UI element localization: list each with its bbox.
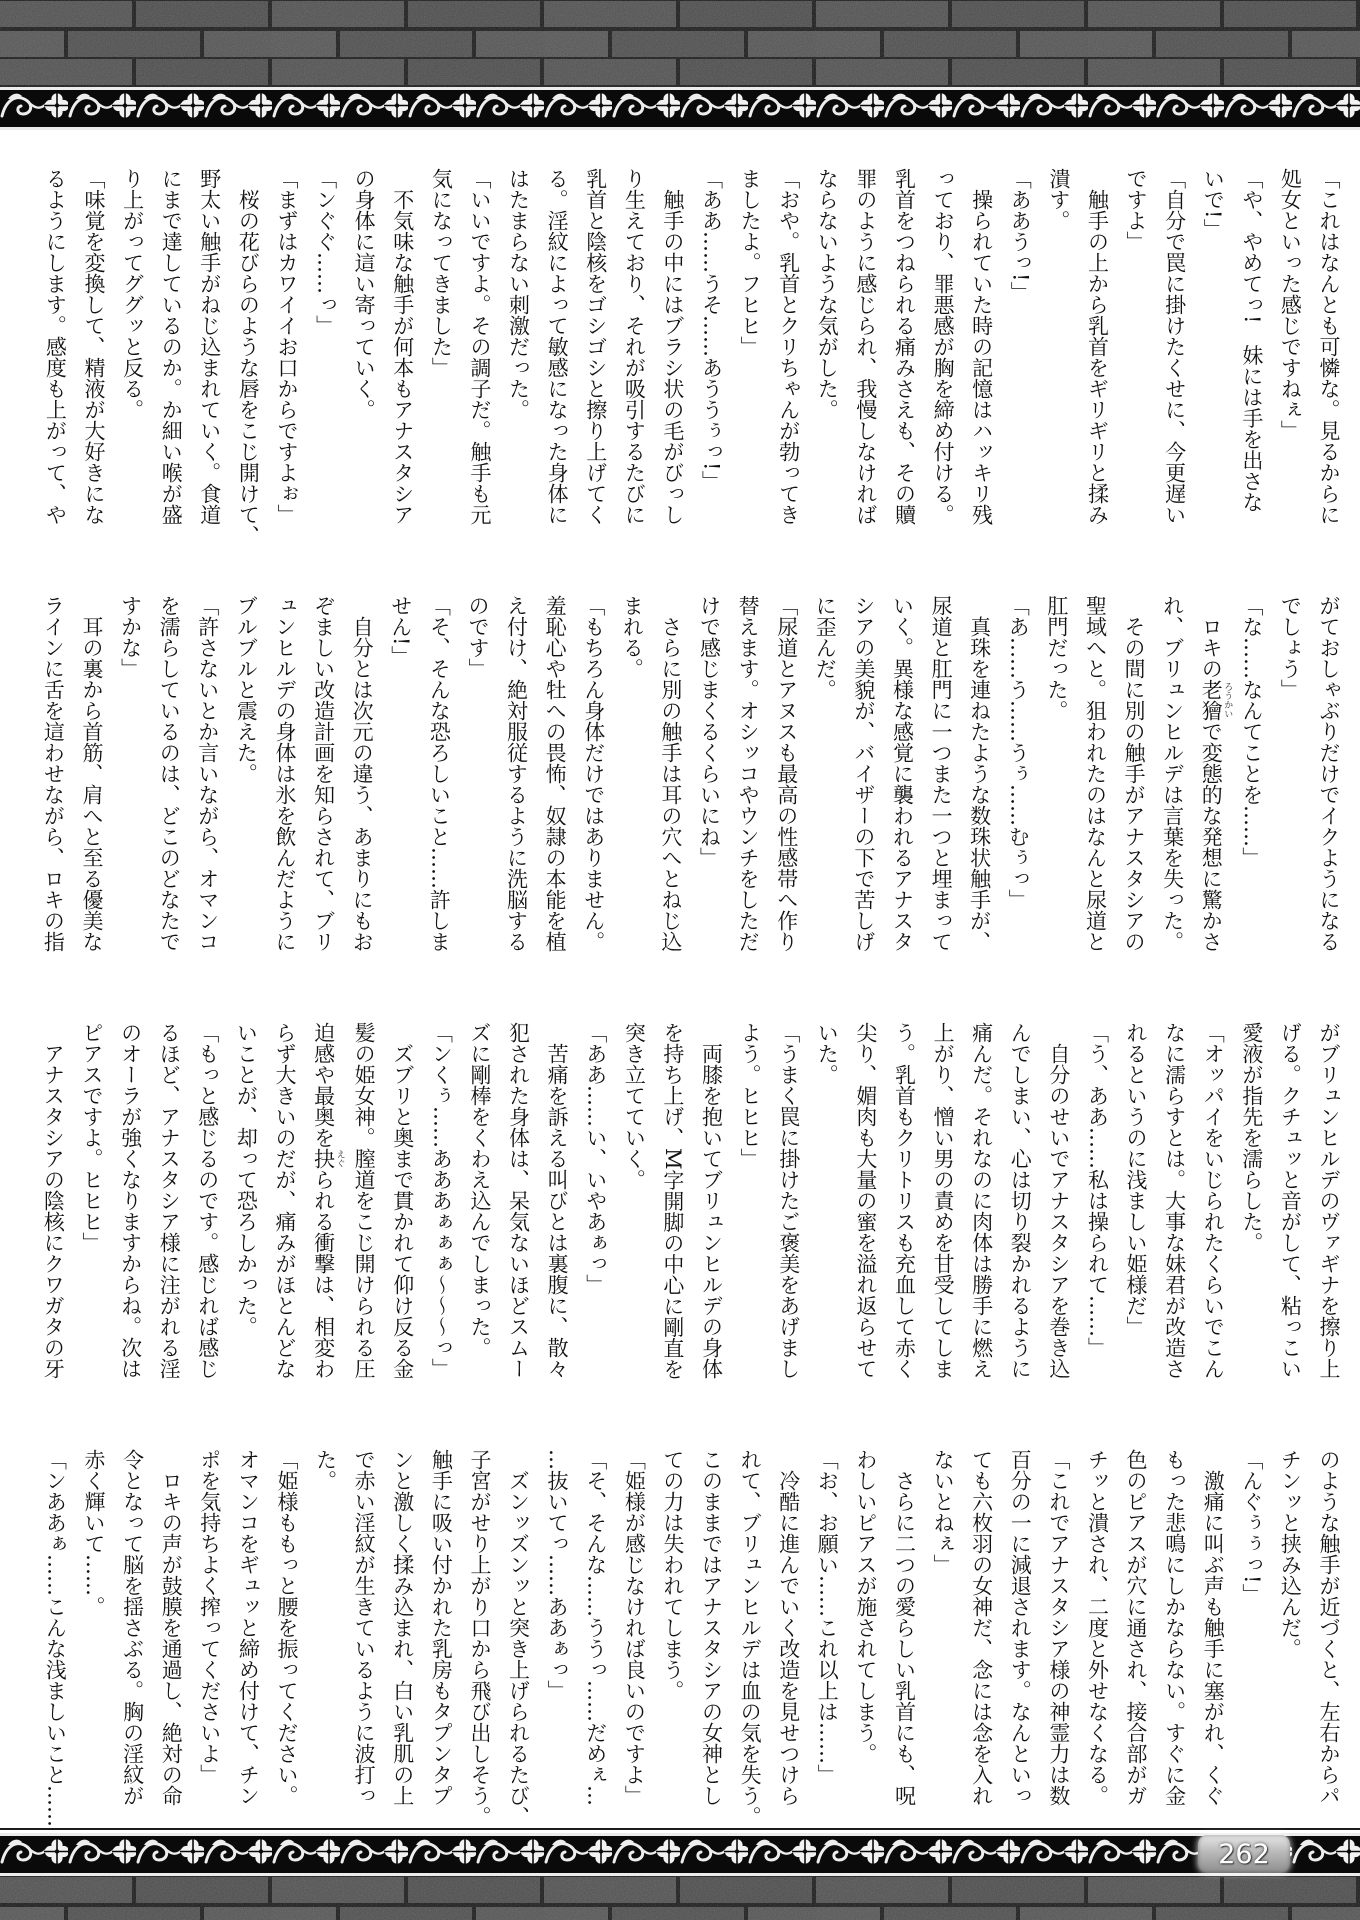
text-column: 「姫様が感じなければ良いのですよ」 [622,1449,647,1806]
text-column: 子宮がせり上がり口から飛び出しそう。 [467,1449,492,1827]
text-column: 上がり、憎い男の責めを甘受してしま [931,1022,956,1379]
text-column: 「な……なんてことを……」 [1239,595,1264,868]
text-column: 桜の花びらのような唇をこじ開けて、 [236,168,261,546]
text-column: ロキの老獪 ろうかいで変態的な発想に驚かさ [1199,595,1233,952]
text-column: 触手に吸い付かれた乳房もタプンタプ [429,1449,454,1806]
text-column: を持ち上げ、М字開脚の中心に剛直を [660,1022,685,1380]
text-column: 苦痛を訴える叫びとは裏腹に、散々 [545,1022,570,1379]
text-column: いことが、却って恐ろしかった。 [234,1022,259,1337]
brick-texture-top [0,0,1360,87]
text-column: まれる。 [620,595,645,679]
text-column: 替えます。オシッコやウンチをしただ [736,595,761,952]
flower-ornament-band-bottom [0,1833,1360,1876]
text-column: 肛門だった。 [1044,595,1069,721]
text-column: がブリュンヒルデのヴァギナを擦り上 [1317,1022,1341,1379]
text-column: せん!」 [388,595,413,667]
text-column: 尿道と肛門に一つまた一つと埋まって [929,595,954,952]
text-column: ポを気持ちよく搾ってくださいよ」 [197,1449,222,1785]
text-column: …抜いてっ……ああぁっ」 [545,1449,570,1701]
text-column: わしいピアスが施されてしまう。 [853,1449,878,1764]
text-column: げる。クチュッと音がして、粘っこい [1278,1022,1303,1379]
text-column: チンッと挟み込んだ。 [1278,1449,1303,1659]
text-column: 「うまく罠に掛けたご褒美をあげまし [776,1022,801,1379]
text-column: 「もっと感じるのです。感じれば感じ [195,1022,220,1379]
text-column: はたまらない刺激だった。 [506,168,531,420]
text-column: れて、ブリュンヒルデは血の気を失う。 [738,1449,763,1827]
text-column: り上がってググッと反る。 [120,168,145,420]
top-border [0,0,1360,125]
brick-texture-bottom [0,1876,1360,1920]
text-column: のです」 [465,595,490,679]
text-column: アナスタシアの陰核にクワガタの牙 [41,1022,66,1379]
text-column: 「尿道とアヌスも最高の性感帯へ作り [774,595,799,952]
text-column: 「ンああぁ……こんな浅ましいこと…… [43,1449,68,1827]
text-column: 「これはなんとも可憐な。見るからに [1317,168,1341,525]
text-column: その間に別の触手がアナスタシアの [1122,595,1147,952]
text-column: 乳首をつねられる痛みさえも、その贖 [892,168,917,525]
text-column: 聖域へと。狙われたのはなんと尿道と [1083,595,1108,952]
text-column: 操られていた時の記憶はハッキリ残 [969,168,994,525]
text-column: 迫感や最奥を抉 えぐられる衝撃は、相変わ [311,1022,345,1379]
flower-ornament-band-top [0,87,1360,130]
text-column: 「ンぐぐ……っ」 [313,168,338,336]
text-column: いく。異様な感覚に襲われるアナスタ [890,595,915,952]
flower-vine-pattern [0,90,1360,121]
text-column: 「いいですよ。その調子だ。触手も元 [467,168,492,525]
text-column: 「まずはカワイイお口からですよぉ」 [274,168,299,525]
text-column: 耳の裏から首筋、肩へと至る優美な [80,595,104,952]
bottom-border [0,1828,1360,1920]
text-column: で赤い淫紋が生きているように波打っ [352,1449,377,1806]
text-column: れるというのに浅ましい姫様だ」 [1124,1022,1149,1337]
text-column: ぞましい改造計画を知らされて、ブリ [311,595,336,952]
text-column: 「そ、そんな恐ろしいこと……許しま [427,595,452,952]
text-column: 「ああうっ!」 [1008,168,1033,303]
text-column: らず大きいのだが、痛みがほとんどな [272,1022,297,1379]
text-column: 「ああ……うそ……あううぅっ!」 [699,168,724,492]
text-column: 激痛に叫ぶ声も触手に塞がれ、くぐ [1201,1449,1226,1806]
text-column: 羞恥心や牡への畏怖、奴隷の本能を植 [543,595,568,952]
text-column: 「姫様ももっと腰を振ってください。 [274,1449,299,1806]
text-column: にまで達しているのか。か細い喉が盛 [159,168,184,525]
text-column: いた。 [815,1022,840,1085]
text-column: り生えており、それが吸引するたびに [622,168,647,525]
text-column: もった悲鳴にしかならない。すぐに金 [1162,1449,1187,1806]
text-column: さらに二つの愛らしい乳首にも、呪 [892,1449,917,1806]
text-column: 色のピアスが穴に通され、接合部がガ [1124,1449,1149,1806]
text-column: ズンッズンッと突き上げられるたび、 [506,1449,531,1827]
text-column: 「んぐぅぅっ!」 [1239,1449,1264,1605]
text-column: 「これでアナスタシア様の神霊力は数 [1046,1449,1071,1806]
text-column: 冷酷に進んでいく改造を見せつけら [776,1449,801,1806]
text-column: 愛液が指先を濡らした。 [1239,1022,1264,1253]
text-column: ラインに舌を這わせながら、ロキの指 [41,595,66,952]
text-column: このままではアナスタシアの女神とし [699,1449,724,1806]
text-column: 罪のように感じられ、我慢しなければ [853,168,878,525]
text-column: ピアスですよ。ヒヒヒ」 [80,1022,104,1253]
text-column: 尖り、媚肉も大量の蜜を溢れ返らせて [853,1022,878,1379]
text-column: のような触手が近づくと、左右からパ [1317,1449,1341,1806]
text-column: ての力は失われてしまう。 [660,1449,685,1701]
text-column: 潰す。 [1046,168,1071,231]
text-column: 処女といった感じですねぇ」 [1278,168,1303,441]
text-column: た。 [313,1449,338,1491]
text-column: ても六枚羽の女神だ、念には念を入れ [969,1449,994,1806]
text-column: 突き立てていく。 [622,1022,647,1190]
text-column: 「許さないとか言いながら、オマンコ [195,595,220,952]
text-column: ンと激しく揉み込まれ、白い乳肌の上 [390,1449,415,1806]
text-column: のオーラが強くなりますからね。次は [118,1022,143,1379]
text-column: なに濡らすとは。大事な妹君が改造さ [1162,1022,1187,1379]
text-band [12,595,1348,981]
text-column: ないとねぇ」 [931,1449,956,1575]
text-column: を濡らしているのは、どこのどなたで [157,595,182,952]
text-column: いで!」 [1201,168,1226,240]
text-column: んでしまい、心は切り裂かれるように [1008,1022,1033,1379]
text-column: 真珠を連ねたような数珠状触手が、 [967,595,992,952]
text-column: 「おや。乳首とクリちゃんが勃ってき [776,168,801,525]
text-column: チッと潰され、二度と外せなくなる。 [1085,1449,1110,1806]
text-column: けで感じまくるくらいにね」 [697,595,722,868]
text-column: 自分とは次元の違う、あまりにもお [350,595,375,952]
text-column: 「味覚を変換して、精液が大好きにな [82,168,106,525]
text-column: ロキの声が鼓膜を通過し、絶対の命 [159,1449,184,1806]
text-column: 野太い触手がねじ込まれていく。食道 [197,168,222,525]
text-column: でしょう」 [1278,595,1303,700]
text-column: 自分のせいでアナスタシアを巻き込 [1046,1022,1071,1379]
text-column: 「オッパイをいじられたくらいでこん [1201,1022,1226,1379]
text-column: 痛んだ。それなのに肉体は勝手に燃え [969,1022,994,1379]
text-column: 「う、ああ……私は操られて……」 [1085,1022,1110,1358]
text-column: っており、罪悪感が胸を締め付ける。 [931,168,956,525]
text-column: れ、ブリュンヒルデは言葉を失った。 [1160,595,1185,952]
text-column: がておしゃぶりだけでイクようになる [1317,595,1341,952]
text-column: る。淫紋によって敏感になった身体に [545,168,570,525]
page-number-badge [1198,1835,1290,1873]
text-column: ですよ」 [1124,168,1149,252]
text-column: 触手の中にはブラシ状の毛がびっし [660,168,685,525]
text-column: るようにします。感度も上がって、や [43,168,68,525]
text-column: 令となって脳を揺さぶる。胸の淫紋が [120,1449,145,1806]
text-band [12,1449,1348,1835]
text-column: 百分の一に減退されます。なんといっ [1008,1449,1033,1806]
text-column: 気になってきました」 [429,168,454,378]
text-column: え付け、絶対服従するように洗脳する [504,595,529,952]
text-column: の身体に這い寄っていく。 [352,168,377,420]
text-column: ならないような気がした。 [815,168,840,420]
text-column: 「自分で罠に掛けたくせに、今更遅い [1162,168,1187,525]
text-column: オマンコをギュッと締め付けて、チン [236,1449,261,1806]
text-column: よう。ヒヒヒ」 [738,1022,763,1169]
text-column: ましたよ。フヒヒ」 [738,168,763,357]
text-column: 髪の姫女神。膣道をこじ開けられる圧 [352,1022,377,1379]
text-column: 触手の上から乳首をギリギリと揉み [1085,168,1110,525]
text-column: 犯された身体は、呆気ないほどスムー [506,1022,531,1379]
text-column: 両膝を抱いてブリュンヒルデの身体 [699,1022,724,1379]
text-column: 赤く輝いて……。 [82,1449,106,1617]
text-column: 「あ……う……うぅ……むぅっ」 [1006,595,1031,910]
text-column: う。乳首もクリトリスも充血して赤く [892,1022,917,1379]
text-column: 「もちろん身体だけではありません。 [581,595,606,952]
text-column: すかな」 [118,595,143,679]
text-column: 「お、お願い……これ以上は……」 [815,1449,840,1785]
text-column: るほど、アナスタシア様に注がれる淫 [157,1022,182,1379]
text-column: ズブリと奥まで貫かれて仰け反る金 [390,1022,415,1379]
text-band [12,168,1348,554]
text-column: ブルブルと震えた。 [234,595,259,784]
text-column: さらに別の触手は耳の穴へとねじ込 [658,595,683,952]
text-column: 「そ、そんな……ううっ……だめぇ… [583,1449,608,1806]
text-column: 「ああ……い、いやあぁっ」 [583,1022,608,1295]
text-column: に歪んだ。 [813,595,838,700]
flower-vine-pattern [0,1836,1360,1867]
text-column: シアの美貌が、バイザーの下で苦しげ [851,595,876,952]
text-column: 不気味な触手が何本もアナスタシア [390,168,415,525]
text-column: 「ンくぅ……あああぁぁぁ〜〜〜っ」 [429,1022,454,1379]
text-column: ズに剛棒をくわえ込んでしまった。 [467,1022,492,1358]
text-column: ュンヒルデの身体は氷を飲んだように [272,595,297,952]
page-number: 262 [1218,1838,1270,1870]
text-band [12,1022,1348,1408]
text-column: 乳首と陰核をゴシゴシと擦り上げてく [583,168,608,525]
text-column: 「や、やめてっ! 妹には手を出さな [1239,168,1264,513]
